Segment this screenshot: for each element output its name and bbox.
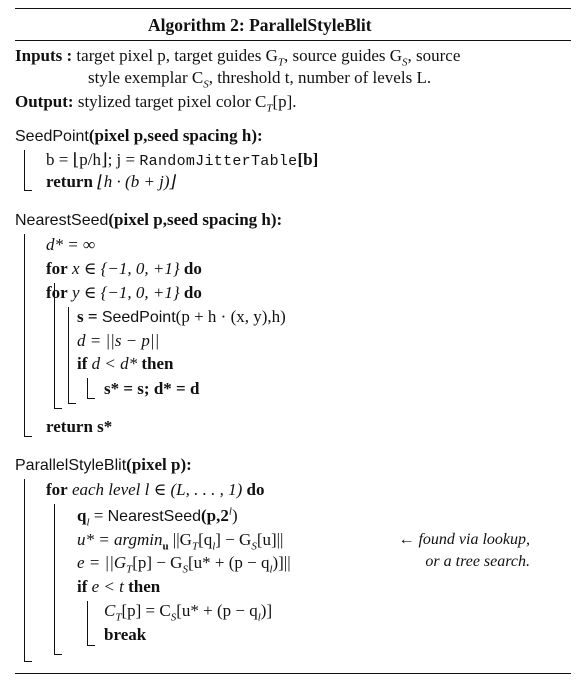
nearestseed-block-bar (24, 234, 32, 437)
title-rule (15, 40, 571, 41)
psb-signature: ParallelStyleBlit(pixel p): (15, 455, 192, 474)
bottom-rule (15, 673, 571, 674)
psb-c-line: $C_T[p] = C_S[u* + (p - q_l)]$ (104, 601, 273, 624)
for-y-block-bar (68, 307, 76, 404)
nearestseed-for-y: for y ∈ {−1, 0, +1} do (46, 283, 202, 302)
inputs-line-1 (15, 46, 461, 69)
nearestseed-assign: s* = s; d* = d (104, 379, 200, 398)
if-block-bar (87, 378, 95, 399)
inputs-label: Inputs : (15, 46, 73, 65)
output-line: Output: stylized target pixel color $C_T[p]$. (15, 92, 297, 115)
nearestseed-signature: NearestSeed(pixel p,seed spacing h): (15, 210, 283, 229)
algorithm-title-text: Algorithm 2: ParallelStyleBlit (148, 15, 372, 35)
comment-found-via-lookup: ← found via lookup, (398, 531, 530, 548)
seedpoint-line-1: b = ⌊p/h⌋; j = RandomJitterTable[b] (46, 150, 319, 170)
output-label: Output: (15, 92, 74, 111)
psb-e-line: $e = ||G_T[p] - G_S[u* + (p - q_l)]||$ (77, 553, 291, 576)
inputs-text-1: target pixel p, target guides $G_T$, source guides $G_S$, source (76, 46, 461, 69)
algorithm-title (148, 15, 372, 35)
comment-tree-search: or a tree search. (425, 553, 530, 570)
nearestseed-for-x: for x ∈ {−1, 0, +1} do (46, 259, 202, 278)
psb-block-bar (24, 479, 32, 662)
seedpoint-signature: SeedPoint(pixel p,seed spacing h): (15, 126, 263, 145)
top-rule (15, 8, 571, 9)
psb-u-line: u* = argmin$_u$ $||G_T[q_l] - G_S[u]||$ (77, 530, 284, 553)
psb-if-block-bar (87, 601, 95, 646)
nearestseed-if: if d < d* then (77, 354, 174, 373)
psb-if: if e < t then (77, 577, 161, 596)
nearestseed-init: d* = ∞ (46, 235, 96, 254)
seedpoint-block-bar (24, 150, 32, 191)
inputs-line-2: style exemplar $C_S$, threshold t, number of levels L. (88, 68, 432, 91)
psb-q-line: $q_l$ = $NearestSeed(p,2^l)$ (77, 505, 238, 529)
nearestseed-d-line: d = ||s − p|| (77, 331, 160, 350)
for-each-block-bar (54, 504, 62, 655)
psb-break: break (104, 625, 147, 644)
nearestseed-s-line: s = SeedPoint(p + h · (x, y),h) (77, 307, 286, 326)
nearestseed-return: return s* (46, 417, 113, 436)
psb-for-each: for each level l ∈ (L, . . . , 1) do (46, 480, 265, 499)
seedpoint-line-2: return ⌊h · (b + j)⌋ (46, 172, 177, 191)
